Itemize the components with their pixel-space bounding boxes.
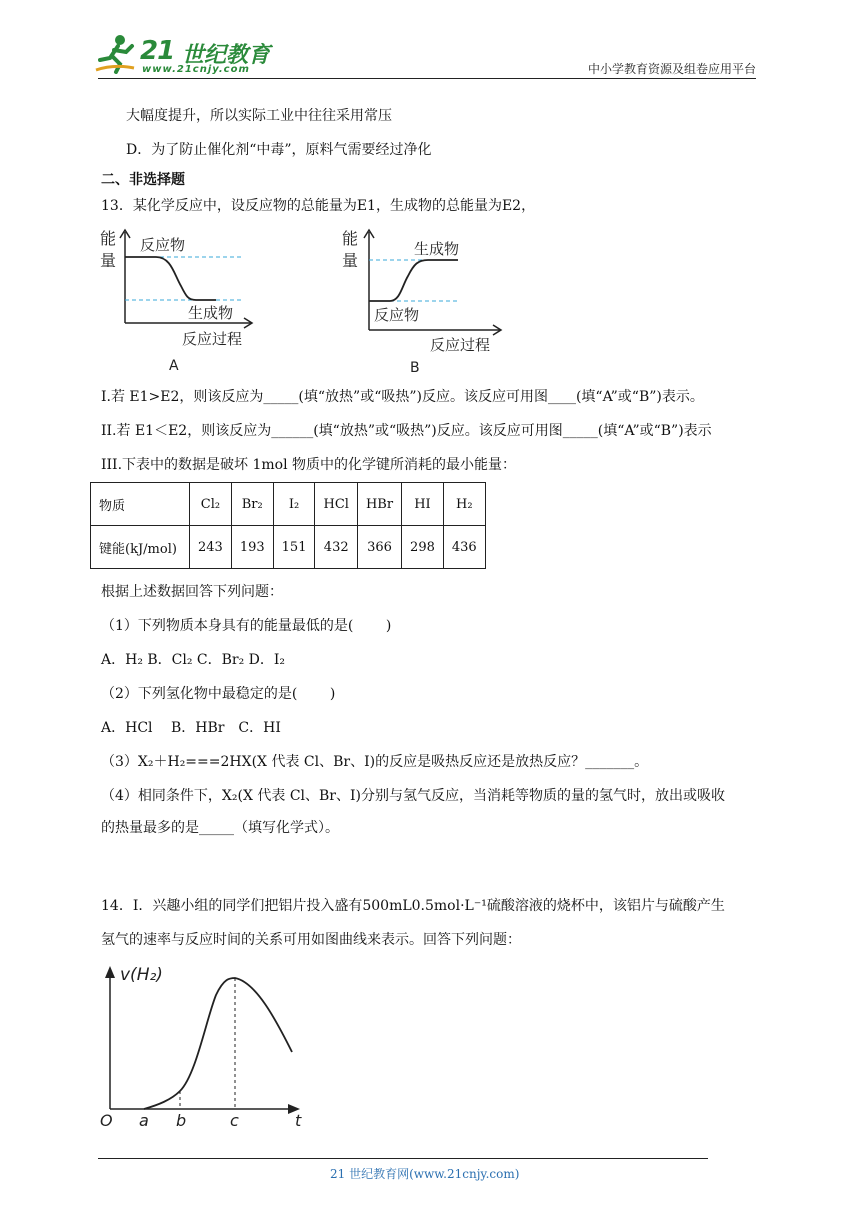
sub-question-2: （2）下列氢化物中最稳定的是( ) (101, 686, 336, 702)
table-cell: Cl₂ (190, 483, 232, 526)
table-cell: HBr (357, 483, 401, 526)
question-13: 13．某化学反应中，设反应物的总能量为E1，生成物的总能量为E2， (101, 198, 536, 214)
footer-text: 21 世纪教育网(www.21cnjy.com) (330, 1167, 520, 1181)
header-divider (98, 78, 756, 79)
table-cell: 151 (273, 526, 315, 569)
diagram-b-caption: B (410, 360, 420, 376)
sub-question-4-line-1: （4）相同条件下，X₂(X 代表 Cl、Br、I)分别与氢气反应，当消耗等物质的量的氢气时，放出或吸收 (101, 788, 725, 804)
logo-url: www.21cnjy.com (142, 64, 250, 75)
graph-xlabel: t (295, 1111, 302, 1130)
platform-title: 中小学教育资源及组卷应用平台 (587, 62, 756, 76)
question-13-part-2: II.若 E1＜E2，则该反应为______(填“放热”或“吸热”)反应。该反应可用图_____(填“A”或“B”)表示 (101, 423, 712, 439)
table-row (91, 483, 486, 526)
question-13-part-1: I.若 E1>E2，则该反应为_____(填“放热”或“吸热”)反应。该反应可用图____(填“A”或“B”)表示。 (101, 389, 704, 405)
diagram-b-ylabel-2: 量 (342, 251, 359, 270)
graph-tick-a: a (139, 1111, 149, 1130)
option-c-continuation: 大幅度提升，所以实际工业中往往采用常压 (126, 108, 392, 124)
diagram-a-product: 生成物 (188, 304, 234, 322)
diagram-a-xlabel: 反应过程 (182, 330, 243, 348)
diagram-b-xlabel: 反应过程 (430, 336, 491, 354)
diagram-b-product: 生成物 (414, 240, 460, 258)
question-14-line-1: 14．Ⅰ．兴趣小组的同学们把铝片投入盛有500mL0.5mol·L⁻¹硫酸溶液的烧杯中，该铝片与硫酸产生 (101, 898, 725, 914)
rate-time-graph (96, 960, 316, 1135)
table-cell: 432 (315, 526, 357, 569)
table-cell: 436 (443, 526, 485, 569)
diagram-a-reactant: 反应物 (140, 236, 186, 254)
table-cell: 物质 (91, 483, 190, 526)
diagram-b-reactant: 反应物 (374, 306, 420, 324)
section-heading: 二、非选择题 (101, 172, 185, 188)
energy-diagram-b (340, 226, 510, 376)
diagram-a-ylabel-1: 能 (100, 229, 117, 248)
answer-prompt: 根据上述数据回答下列问题： (101, 584, 283, 600)
logo-runner-icon (94, 34, 140, 74)
table-cell: 193 (231, 526, 273, 569)
table-cell: Br₂ (231, 483, 273, 526)
table-cell: I₂ (273, 483, 315, 526)
diagram-a-ylabel-2: 量 (100, 251, 117, 270)
table-cell: 键能(kJ/mol) (91, 526, 190, 569)
table-cell: HI (402, 483, 444, 526)
graph-ylabel: v(H₂) (120, 965, 163, 985)
graph-tick-c: c (230, 1111, 239, 1130)
table-row (91, 526, 486, 569)
sub-question-2-options: A．HCl B．HBr C．HI (101, 720, 281, 736)
footer-divider (98, 1158, 708, 1159)
energy-diagram-a (96, 226, 266, 376)
table-cell: 298 (402, 526, 444, 569)
table-cell: HCl (315, 483, 357, 526)
bond-energy-table (90, 482, 486, 569)
question-13-part-3: III.下表中的数据是破坏 1mol 物质中的化学键所消耗的最小能量： (101, 457, 517, 473)
graph-tick-b: b (176, 1111, 187, 1130)
logo-text: 世纪教育 (182, 43, 271, 68)
graph-origin: O (100, 1111, 113, 1130)
sub-question-1-options: A．H₂ B．Cl₂ C．Br₂ D．I₂ (101, 652, 286, 668)
sub-question-4-line-2: 的热量最多的是_____（填写化学式）。 (101, 820, 339, 836)
diagram-a-caption: A (169, 358, 179, 374)
question-14-line-2: 氢气的速率与反应时间的关系可用如图曲线来表示。回答下列问题： (101, 932, 521, 948)
sub-question-3: （3）X₂＋H₂===2HX(X 代表 Cl、Br、I)的反应是吸热反应还是放热反应？_______。 (101, 754, 649, 770)
table-cell: 366 (357, 526, 401, 569)
option-d: D．为了防止催化剂“中毒”，原料气需要经过净化 (126, 142, 432, 158)
table-cell: 243 (190, 526, 232, 569)
table-cell: H₂ (443, 483, 485, 526)
logo-number: 21 (140, 36, 175, 66)
diagram-b-ylabel-1: 能 (342, 229, 359, 248)
sub-question-1: （1）下列物质本身具有的能量最低的是( ) (101, 618, 392, 634)
